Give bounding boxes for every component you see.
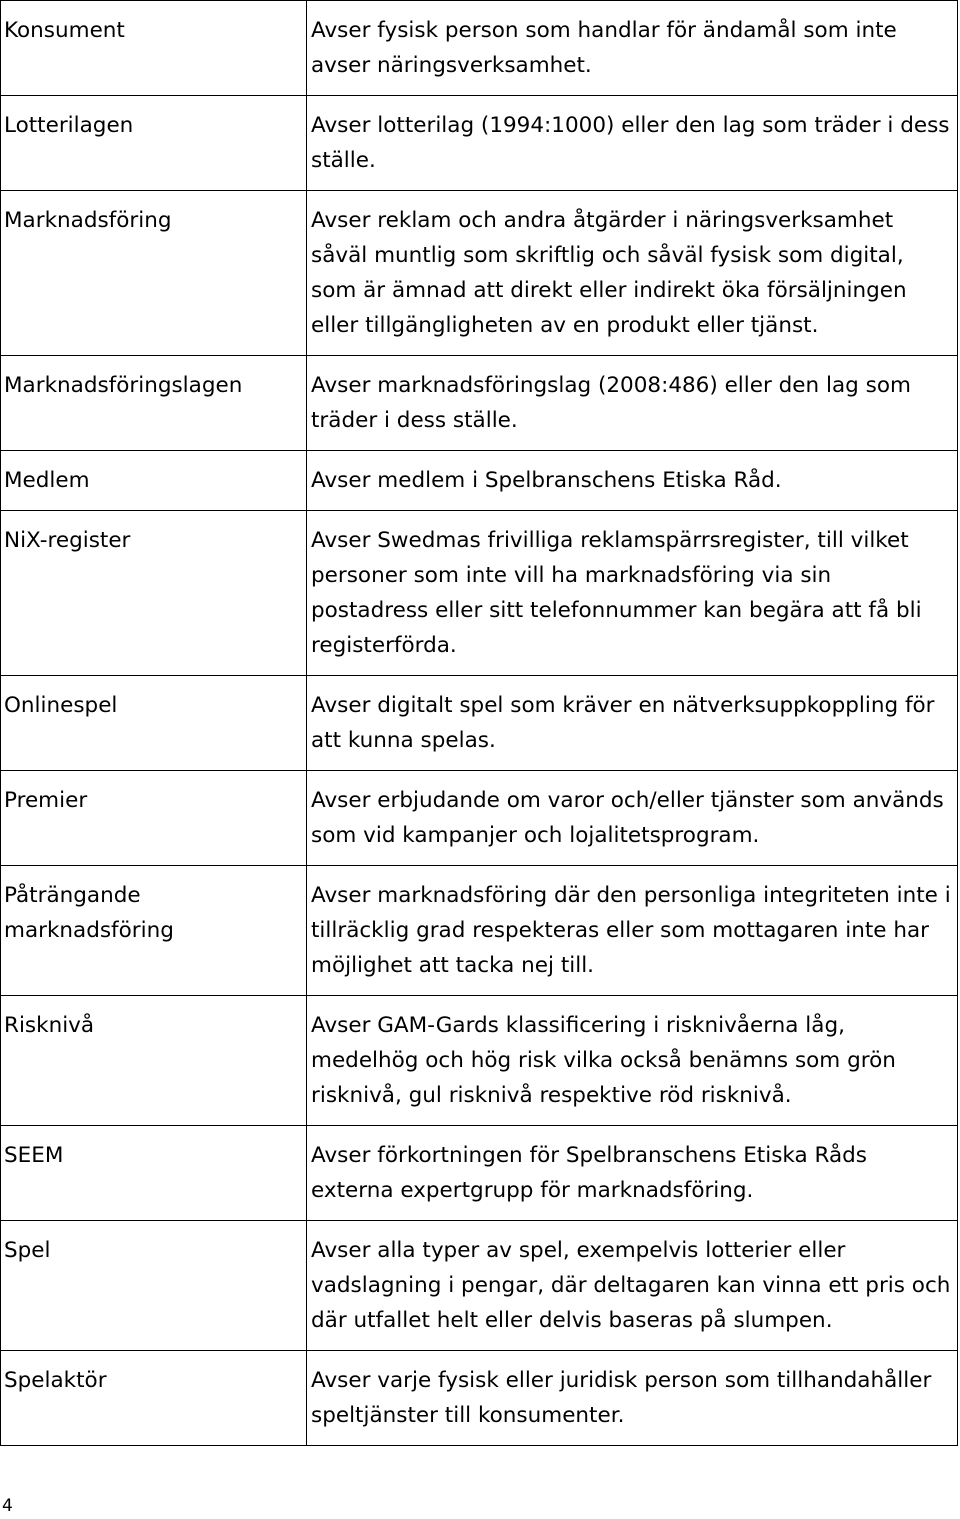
glossary-definition: Avser medlem i Spelbranschens Etiska Råd. [307, 451, 958, 511]
glossary-row [1, 1221, 958, 1351]
glossary-term: Spel [1, 1221, 307, 1351]
glossary-term: NiX-register [1, 511, 307, 676]
glossary-row [1, 996, 958, 1126]
glossary-definition: Avser lotterilag (1994:1000) eller den lag som träder i dess ställe. [307, 96, 958, 191]
glossary-definition: Avser Swedmas frivilliga reklamspärrsregister, till vilket personer som inte vill ha marknadsföring via sin postadress eller sitt telefonnummer kan begära att få bli registerförda. [307, 511, 958, 676]
glossary-term: SEEM [1, 1126, 307, 1221]
glossary-definition: Avser marknadsföring där den personliga integriteten inte i tillräcklig grad respekteras eller som mottagaren inte har möjlighet att tacka nej till. [307, 866, 958, 996]
glossary-definition: Avser digitalt spel som kräver en nätverksuppkoppling för att kunna spelas. [307, 676, 958, 771]
glossary-row [1, 1351, 958, 1446]
glossary-row [1, 191, 958, 356]
glossary-row [1, 1126, 958, 1221]
glossary-row [1, 771, 958, 866]
glossary-body [1, 1, 958, 1446]
glossary-term: Marknadsföring [1, 191, 307, 356]
glossary-term: Onlinespel [1, 676, 307, 771]
glossary-term: Lotterilagen [1, 96, 307, 191]
glossary-term: Spelaktör [1, 1351, 307, 1446]
glossary-term: Marknadsföringslagen [1, 356, 307, 451]
glossary-term: Konsument [1, 1, 307, 96]
glossary-term: Påträngande marknadsföring [1, 866, 307, 996]
glossary-definition: Avser fysisk person som handlar för ändamål som inte avser näringsverksamhet. [307, 1, 958, 96]
glossary-row [1, 676, 958, 771]
glossary-term: Risknivå [1, 996, 307, 1126]
glossary-row [1, 1, 958, 96]
glossary-term: Medlem [1, 451, 307, 511]
glossary-definition: Avser erbjudande om varor och/eller tjänster som används som vid kampanjer och lojalitetsprogram. [307, 771, 958, 866]
glossary-definition: Avser varje fysisk eller juridisk person som tillhandahåller speltjänster till konsumenter. [307, 1351, 958, 1446]
glossary-row [1, 96, 958, 191]
glossary-definition: Avser marknadsföringslag (2008:486) eller den lag som träder i dess ställe. [307, 356, 958, 451]
glossary-row [1, 356, 958, 451]
glossary-term: Premier [1, 771, 307, 866]
glossary-row [1, 866, 958, 996]
page-number: 4 [2, 1496, 13, 1516]
glossary-row [1, 511, 958, 676]
glossary-row [1, 451, 958, 511]
glossary-definition: Avser GAM-Gards klassificering i risknivåerna låg, medelhög och hög risk vilka också benämns som grön risknivå, gul risknivå respektive röd risknivå. [307, 996, 958, 1126]
glossary-definition: Avser alla typer av spel, exempelvis lotterier eller vadslagning i pengar, där deltagaren kan vinna ett pris och där utfallet helt eller delvis baseras på slumpen. [307, 1221, 958, 1351]
glossary-definition: Avser reklam och andra åtgärder i näringsverksamhet såväl muntlig som skriftlig och såväl fysisk som digital, som är ämnad att direkt eller indirekt öka försäljningen eller tillgängligheten av en produkt eller tjänst. [307, 191, 958, 356]
glossary-definition: Avser förkortningen för Spelbranschens Etiska Råds externa expertgrupp för marknadsföring. [307, 1126, 958, 1221]
